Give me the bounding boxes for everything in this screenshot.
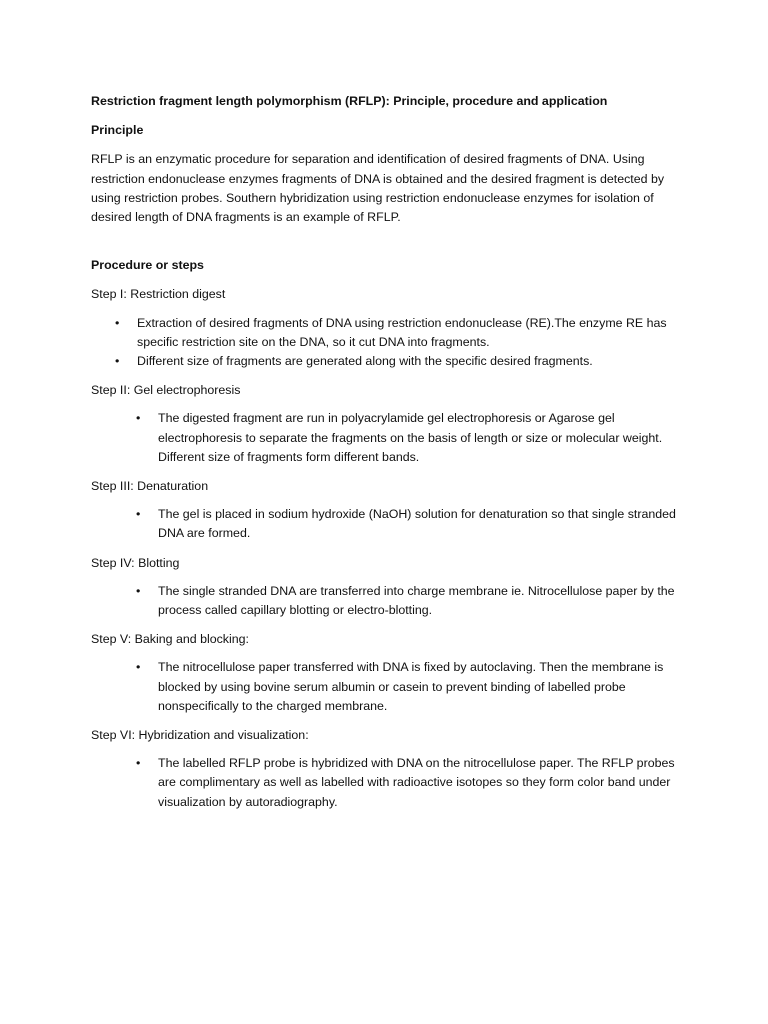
bullet-text: Extraction of desired fragments of DNA using restriction endonuclease (RE).The enzyme RE has specific restriction site on the DNA, so it cut DNA into fragments. xyxy=(137,315,667,349)
principle-heading: Principle xyxy=(91,123,144,138)
bullet-text: The digested fragment are run in polyacrylamide gel electrophoresis or Agarose gel electrophoresis to separate the fragments on the basis of length or size or molecular weight. Different size of fragments form different bands. xyxy=(158,411,663,464)
step-title: Step II: Gel electrophoresis xyxy=(91,383,241,398)
bullet-item xyxy=(91,352,684,371)
bullet-text: The labelled RFLP probe is hybridized with DNA on the nitrocellulose paper. The RFLP probes are complimentary as well as labelled with radioactive isotopes so they form color band under visualization by autoradiography. xyxy=(158,756,675,809)
bullet-item xyxy=(91,409,684,467)
bullet-item xyxy=(91,658,684,716)
step-title: Step III: Denaturation xyxy=(91,479,209,494)
step-title: Step V: Baking and blocking: xyxy=(91,632,249,647)
bullet-item xyxy=(91,505,684,543)
step-bullet-list xyxy=(91,409,684,467)
bullet-text: The gel is placed in sodium hydroxide (NaOH) solution for denaturation so that single stranded DNA are formed. xyxy=(158,507,676,541)
step-title: Step I: Restriction digest xyxy=(91,287,226,302)
step-bullet-list xyxy=(91,314,684,372)
step-title: Step IV: Blotting xyxy=(91,555,180,570)
step-bullet-list xyxy=(91,658,684,716)
bullet-text: The single stranded DNA are transferred into charge membrane ie. Nitrocellulose paper by the process called capillary blotting or electro-blotting. xyxy=(158,583,675,618)
bullet-text: Different size of fragments are generated along with the specific desired fragments. xyxy=(137,354,593,369)
step-bullet-list xyxy=(91,582,684,620)
procedure-heading: Procedure or steps xyxy=(91,258,204,273)
bullet-icon: • xyxy=(136,583,141,598)
bullet-item xyxy=(91,582,684,620)
step-bullet-list xyxy=(91,505,684,543)
step-title: Step VI: Hybridization and visualization: xyxy=(91,728,309,743)
document-title: Restriction fragment length polymorphism (RFLP): Principle, procedure and application xyxy=(91,94,608,108)
bullet-icon: • xyxy=(136,756,141,771)
principle-paragraph: RFLP is an enzymatic procedure for separation and identification of desired fragments of DNA. Using restriction endonuclease enzymes fragments of DNA is obtained and the desired fragment is detected by using restriction probes. Southern hybridization using restriction endonuclease enzymes for isolation of desired length of DNA fragments is an example of RFLP. xyxy=(91,152,665,225)
bullet-text: The nitrocellulose paper transferred with DNA is fixed by autoclaving. Then the membrane is blocked by using bovine serum albumin or casein to prevent binding of labelled probe nonspecifically to the charged membrane. xyxy=(158,660,664,713)
bullet-icon: • xyxy=(136,411,141,426)
bullet-icon: • xyxy=(115,354,120,369)
bullet-item xyxy=(91,314,684,352)
bullet-icon: • xyxy=(136,660,141,675)
bullet-icon: • xyxy=(115,315,120,330)
step-bullet-list xyxy=(91,754,684,812)
bullet-item xyxy=(91,754,684,812)
bullet-icon: • xyxy=(136,507,141,522)
blank-line xyxy=(91,237,684,256)
